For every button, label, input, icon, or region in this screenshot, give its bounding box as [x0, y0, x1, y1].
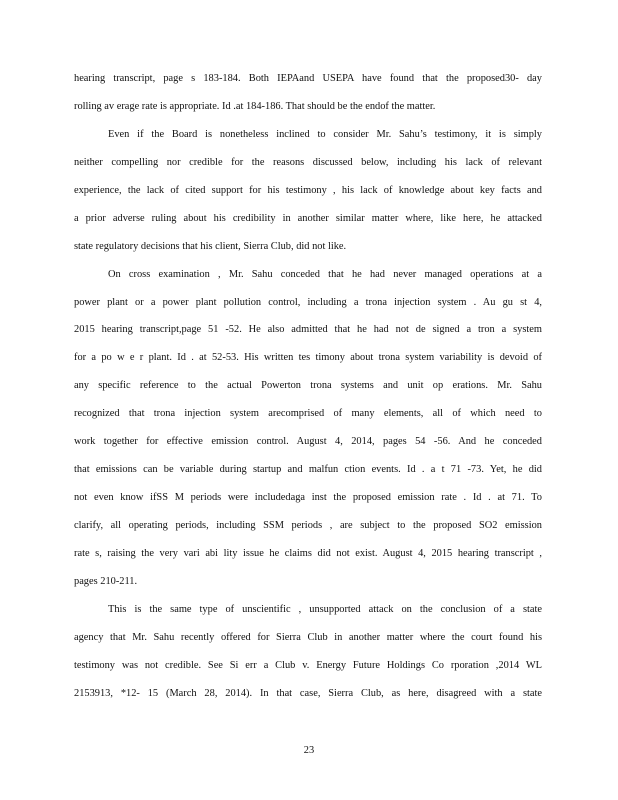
- text-line: Even if the Board is nonetheless inclined to consider Mr. Sahu’s testimony, it is simply: [108, 129, 542, 140]
- text-line: state regulatory decisions that his client, Sierra Club, did not like.: [74, 241, 347, 252]
- text-line: a prior adverse ruling about his credibility in another similar matter where, like here, he attacked: [74, 213, 542, 224]
- text-line: for a po w e r plant. Id . at 52-53. His written tes timony about trona system variability is devoid of: [74, 352, 542, 363]
- text-line: testimony was not credible. See Si err a Club v. Energy Future Holdings Co rporation ,2014 WL: [74, 660, 542, 671]
- text-line: neither compelling nor credible for the reasons discussed below, including his lack of relevant: [74, 157, 542, 168]
- text-line: rate s, raising the very vari abi lity issue he claims did not exist. August 4, 2015 hearing transcript ,: [74, 548, 542, 559]
- text-line: On cross examination , Mr. Sahu conceded that he had never managed operations at a: [108, 269, 542, 280]
- text-line: any specific reference to the actual Powerton trona systems and unit op erations. Mr. Sahu: [74, 380, 542, 391]
- text-line: 2015 hearing transcript,page 51 -52. He also admitted that he had not de signed a tron a system: [74, 324, 542, 335]
- text-line: experience, the lack of cited support for his testimony , his lack of knowledge about key facts and: [74, 185, 542, 196]
- text-line: power plant or a power plant pollution control, including a trona injection system . Au gu st 4,: [74, 297, 542, 308]
- page-number: 23: [303, 745, 315, 756]
- text-line: clarify, all operating periods, including SSM periods , are subject to the proposed SO2 emission: [74, 520, 542, 531]
- text-line: This is the same type of unscientific , unsupported attack on the conclusion of a state: [108, 604, 542, 615]
- text-line: hearing transcript, page s 183-184. Both IEPAand USEPA have found that the proposed30- day: [74, 73, 542, 84]
- text-line: work together for effective emission control. August 4, 2014, pages 54 -56. And he conceded: [74, 436, 542, 447]
- text-line: not even know ifSS M periods were includedaga inst the proposed emission rate . Id . at 71. To: [74, 492, 542, 503]
- text-line: agency that Mr. Sahu recently offered for Sierra Club in another matter where the court found his: [74, 632, 542, 643]
- text-line: that emissions can be variable during startup and malfun ction events. Id . a t 71 -73. Yet, he did: [74, 464, 542, 475]
- text-line: recognized that trona injection system arecomprised of many elements, all of which need to: [74, 408, 542, 419]
- text-line: rolling av erage rate is appropriate. Id .at 184-186. That should be the endof the matter.: [74, 101, 436, 112]
- text-line: pages 210-211.: [74, 576, 138, 587]
- text-line: 2153913, *12- 15 (March 28, 2014). In that case, Sierra Club, as here, disagreed with a state: [74, 688, 542, 699]
